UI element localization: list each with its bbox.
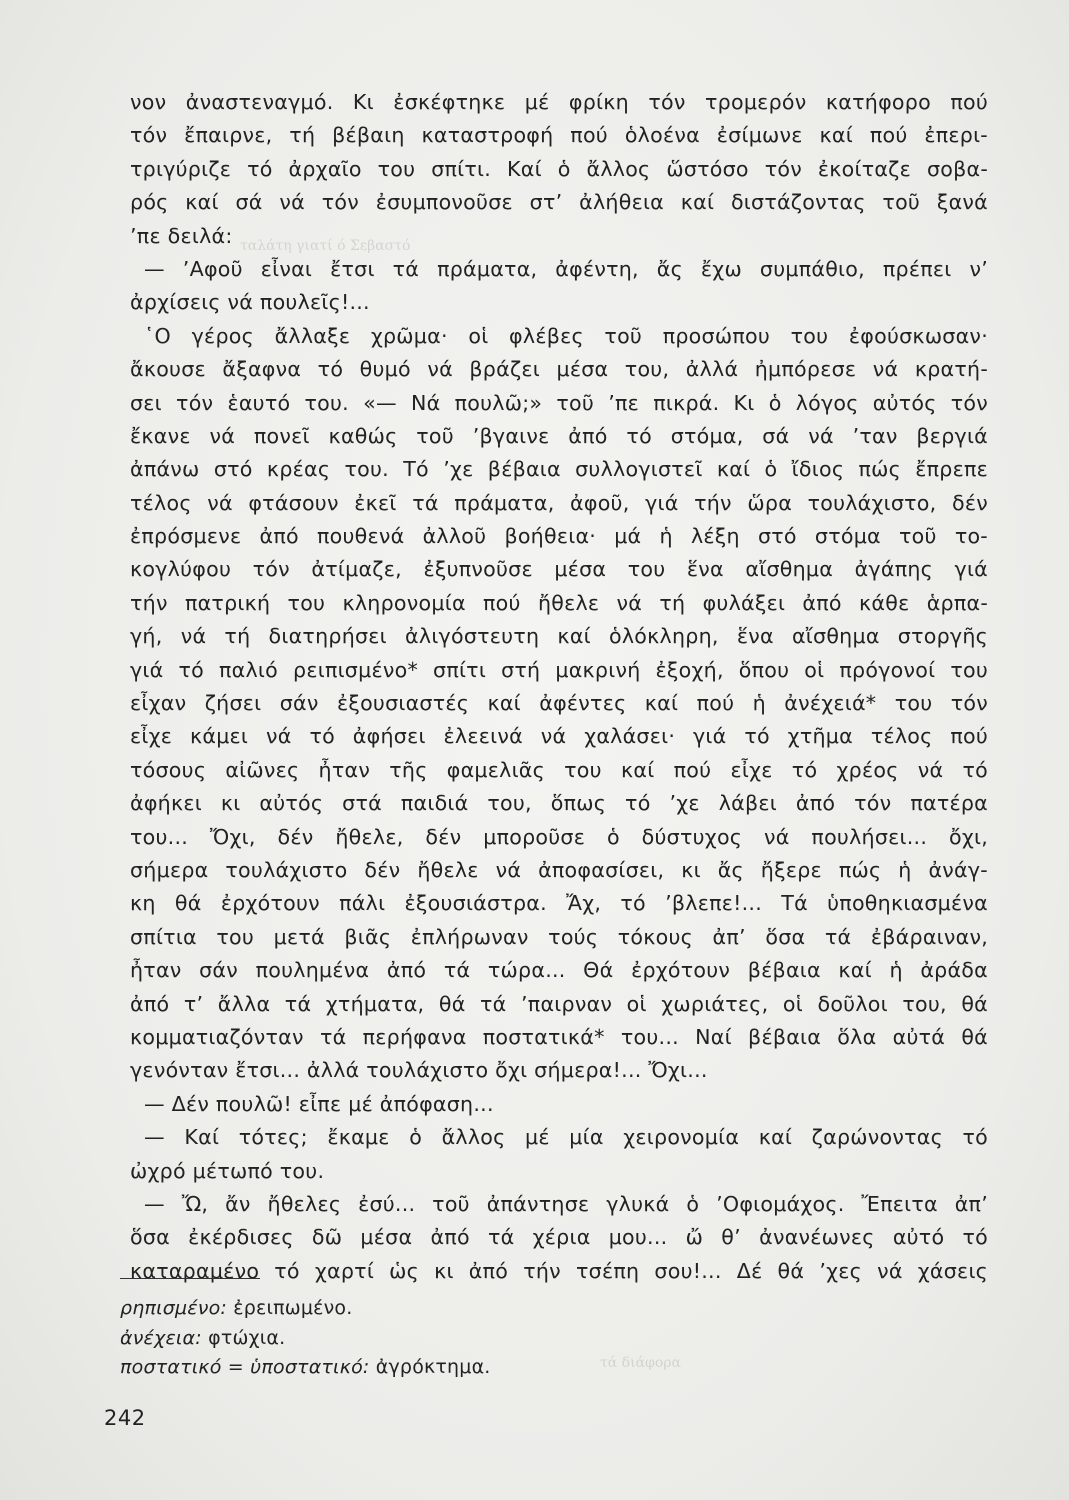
text-line: ἔκανε νά πονεῖ καθώς τοῦ ’βγαινε ἀπό τό στόμα, σά νά ’ταν βεργιά [130,423,988,448]
text-line: σπίτια του μετά βιᾶς ἐπλήρωναν τούς τόκους ἀπ’ ὅσα τά ἐβάραιναν, [130,924,988,949]
text-line: ὅσα ἐκέρδισες δῶ μέσα ἀπό τά χέρια μου... ὤ θ’ ἀνανέωνες αὐτό τό [130,1225,988,1250]
text-line: — Καί τότες; ἔκαμε ὁ ἄλλος μέ μία χειρονομία καί ζαρώνοντας τό [144,1125,988,1150]
footnote [120,1324,820,1354]
text-line: γενόνταν ἔτσι... ἀλλά τουλάχιστο ὄχι σήμερα!... Ὄχι... [130,1058,708,1083]
text-line: τήν πατρική του κληρονομία πού ἤθελε νά τή φυλάξει ἀπό κάθε ἁρπα- [130,590,988,615]
page-number: 242 [104,1406,146,1430]
text-line: ἀρχίσεις νά πουλεῖς!... [130,290,370,315]
text-line: ρός καί σά νά τόν ἐσυμπονοῦσε στ’ ἀλήθεια καί διστάζοντας τοῦ ξανά [130,190,988,215]
text-line: σήμερα τουλάχιστο δέν ἤθελε νά ἀποφασίσει, κι ἄς ἤξερε πώς ἡ ἀνάγ- [130,857,988,882]
text-line: σει τόν ἑαυτό του. «— Νά πουλῶ;» τοῦ ’πε πικρά. Κι ὁ λόγος αὐτός τόν [130,390,988,415]
footnote-divider [120,1278,260,1279]
text-line: κη θά ἐρχότουν πάλι ἐξουσιάστρα. Ἄχ, τό ’βλεπε!... Τά ὑποθηκιασμένα [130,891,988,916]
text-line: ἀπό τ’ ἄλλα τά χτήματα, θά τά ’παιρναν οἱ χωριάτες, οἱ δοῦλοι του, θά [130,991,988,1016]
text-line: ὠχρό μέτωπό του. [130,1158,325,1183]
text-line: κογλύφου τόν ἀτίμαζε, ἐξυπνοῦσε μέσα του ἕνα αἴσθημα ἀγάπης γιά [130,557,988,582]
text-line: ἄκουσε ἄξαφνα τό θυμό νά βράζει μέσα του, ἀλλά ἠμπόρεσε νά κρατή- [130,357,988,382]
footnotes [120,1294,820,1383]
text-line: ἐπρόσμενε ἀπό πουθενά ἀλλοῦ βοήθεια· μά ἡ λέξη στό στόμα τοῦ το- [130,524,988,549]
bleed-through-text: τά διάφορα [600,1355,681,1371]
text-line: γή, νά τή διατηρήσει ἀλιγόστευτη καί ὁλόκληρη, ἕνα αἴσθημα στοργῆς [130,624,988,649]
text-line: — Δέν πουλῶ! εἶπε μέ ἀπόφαση... [144,1091,494,1116]
text-line: — Ὤ, ἄν ἤθελες ἐσύ... τοῦ ἀπάντησε γλυκά ὁ ’Οφιομάχος. Ἔπειτα ἀπ’ [144,1191,988,1216]
text-line: τέλος νά φτάσουν ἐκεῖ τά πράματα, ἀφοῦ, γιά τήν ὥρα τουλάχιστο, δέν [130,490,988,515]
text-line: κομματιαζόνταν τά περήφανα ποστατικά* του... Ναί βέβαια ὅλα αὐτά θά [130,1024,988,1049]
text-line: του... Ὄχι, δέν ἤθελε, δέν μποροῦσε ὁ δύστυχος νά πουλήσει... ὄχι, [130,824,988,849]
text-line: τόσους αἰῶνες ἦταν τῆς φαμελιᾶς του καί πού εἶχε τό χρέος νά τό [130,757,988,782]
text-line: τόν ἔπαιρνε, τή βέβαιη καταστροφή πού ὁλοένα ἐσίμωνε καί πού ἐπερι- [130,123,988,148]
text-line: ἀπάνω στό κρέας του. Τό ’χε βέβαια συλλογιστεῖ καί ὁ ἴδιος πώς ἔπρεπε [130,457,988,482]
footnote-term: ἀνέχεια: [120,1326,202,1349]
text-line: εἶχαν ζήσει σάν ἐξουσιαστές καί ἀφέντες καί πού ἡ ἀνέχειά* του τόν [130,691,988,716]
footnote-definition: ἐρειπωμένο. [233,1297,353,1319]
footnote [120,1294,820,1324]
footnote-definition: ἀγρόκτημα. [375,1356,491,1378]
text-line: ἦταν σάν πουλημένα ἀπό τά τώρα... Θά ἐρχότουν βέβαια καί ἡ ἀράδα [130,958,988,983]
main-text [130,86,988,1288]
footnote-term: ποστατικό = ὑποστατικό: [120,1356,370,1378]
text-line: — ’Αφοῦ εἶναι ἔτσι τά πράματα, ἀφέντη, ἄς ἔχω συμπάθιο, πρέπει ν’ [144,256,988,281]
footnote [120,1353,820,1383]
text-line: ἀφήκει κι αὐτός στά παιδιά του, ὅπως τό ’χε λάβει ἀπό τόν πατέρα [130,791,988,816]
text-line: εἶχε κάμει νά τό ἀφήσει ἐλεεινά νά χαλάσει· γιά τό χτῆμα τέλος πού [130,724,988,749]
text-line: τριγύριζε τό ἀρχαῖο του σπίτι. Καί ὁ ἄλλος ὥστόσο τόν ἐκοίταζε σοβα- [130,156,988,181]
text-line: καταραμένο τό χαρτί ὡς κι ἀπό τήν τσέπη σου!... Δέ θά ’χες νά χάσεις [130,1258,988,1283]
footnote-definition: φτώχια. [208,1326,286,1349]
text-line: νον ἀναστεναγμό. Κι ἐσκέφτηκε μέ φρίκη τόν τρομερόν κατήφορο πού [130,90,988,114]
text-line: γιά τό παλιό ρειπισμένο* σπίτι στή μακρινή ἐξοχή, ὅπου οἱ πρόγονοί του [130,657,988,682]
footnote-term: ρηπισμένο: [120,1297,228,1319]
text-line: ’πε δειλά: [130,223,233,248]
bleed-through-text: ταλάτη γιατί ό Σεβαστό [240,238,411,254]
text-line: ῾Ο γέρος ἄλλαξε χρῶμα· οἱ φλέβες τοῦ προσώπου του ἐφούσκωσαν· [144,323,988,348]
